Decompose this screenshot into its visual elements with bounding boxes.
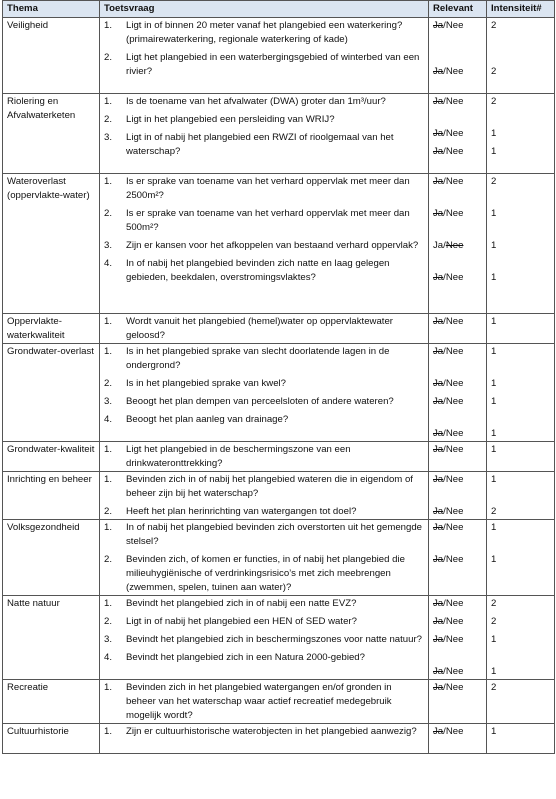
answer-ja: Ja [433, 272, 444, 283]
thema-cell: Natte natuur [3, 596, 100, 680]
thema-cell: Oppervlakte-waterkwaliteit [3, 314, 100, 344]
relevant-cell [429, 596, 487, 680]
answer-ja: Ja [433, 666, 444, 677]
question-text: Zijn er kansen voor het afkoppelen van bestaand verhard oppervlak? [126, 240, 419, 251]
answer-nee: Nee [445, 316, 464, 327]
question-number: 2. [104, 506, 113, 517]
thema-cell: Cultuurhistorie [3, 724, 100, 754]
answer-ja: Ja [433, 554, 444, 565]
answer-ja: Ja [433, 522, 444, 533]
relevant-answer [433, 427, 482, 441]
question-text: Ligt in het plangebied een persleiding van WRIJ? [126, 114, 335, 125]
intensity-value: 1 [491, 554, 497, 565]
question-item [104, 51, 424, 79]
question-item [104, 377, 424, 391]
answer-separator: / [443, 316, 446, 327]
relevant-answer [433, 681, 482, 723]
intensity-value: 1 [491, 240, 497, 251]
relevant-answer [433, 553, 482, 595]
answer-ja: Ja [433, 240, 444, 251]
question-number: 1. [104, 96, 113, 107]
thema-cell: Riolering en Afvalwaterketen [3, 94, 100, 174]
intensity-value: 2 [491, 176, 497, 187]
intensity-value: 1 [491, 726, 497, 737]
intensiteit-cell [487, 596, 555, 680]
question-number: 1. [104, 176, 113, 187]
table-row [3, 344, 555, 442]
intensity-value: 2 [491, 20, 497, 31]
answer-ja: Ja [433, 176, 444, 187]
question-number: 2. [104, 114, 113, 125]
answer-separator: / [443, 634, 446, 645]
table-row [3, 724, 555, 754]
intensity-value: 1 [491, 346, 497, 357]
answer-nee: Nee [445, 146, 464, 157]
answer-separator: / [443, 428, 446, 439]
question-text: Beoogt het plan aanleg van drainage? [126, 414, 289, 425]
relevant-answer [433, 633, 482, 661]
thema-cell: Volksgezondheid [3, 520, 100, 596]
question-number: 3. [104, 634, 113, 645]
relevant-answer [433, 315, 482, 343]
question-text: Is de toename van het afvalwater (DWA) groter dan 1m³/uur? [126, 96, 386, 107]
question-number: 2. [104, 554, 113, 565]
question-text: Ligt het plangebied in een waterbergingsgebied of winterbed van een rivier? [126, 52, 420, 77]
relevant-answer [433, 395, 482, 423]
relevant-cell [429, 174, 487, 314]
intensiteit-cell [487, 344, 555, 442]
question-number: 2. [104, 52, 113, 63]
answer-nee: Nee [445, 444, 464, 455]
question-number: 2. [104, 616, 113, 627]
intensity-value: 1 [491, 666, 497, 677]
answer-separator: / [443, 128, 446, 139]
table-row [3, 472, 555, 520]
intensiteit-cell [487, 680, 555, 724]
answer-separator: / [443, 96, 446, 107]
answer-ja: Ja [433, 346, 444, 357]
table-row [3, 680, 555, 724]
question-item [104, 207, 424, 235]
answer-separator: / [443, 666, 446, 677]
question-number: 3. [104, 240, 113, 251]
intensiteit-cell [487, 314, 555, 344]
answer-ja: Ja [433, 506, 444, 517]
answer-nee: Nee [445, 240, 464, 251]
answer-ja: Ja [433, 96, 444, 107]
relevant-answer [433, 443, 482, 471]
thema-cell: Recreatie [3, 680, 100, 724]
thema-cell: Inrichting en beheer [3, 472, 100, 520]
answer-ja: Ja [433, 20, 444, 31]
answer-ja: Ja [433, 128, 444, 139]
table-row [3, 314, 555, 344]
answer-ja: Ja [433, 474, 444, 485]
answer-separator: / [443, 66, 446, 77]
question-item [104, 633, 424, 647]
intensity-value: 1 [491, 474, 497, 485]
relevant-answer [433, 175, 482, 203]
question-text: Bevindt het plangebied zich in of nabij een natte EVZ? [126, 598, 357, 609]
relevant-cell [429, 724, 487, 754]
relevant-answer [433, 207, 482, 235]
toetsvraag-cell [100, 314, 429, 344]
intensiteit-cell [487, 442, 555, 472]
relevant-cell [429, 442, 487, 472]
answer-separator: / [443, 682, 446, 693]
question-item [104, 651, 424, 665]
question-number: 1. [104, 346, 113, 357]
question-number: 1. [104, 682, 113, 693]
question-text: Is er sprake van toename van het verhard oppervlak met meer dan 500m²? [126, 208, 410, 233]
header-toetsvraag: Toetsvraag [100, 1, 429, 18]
question-item [104, 345, 424, 373]
relevant-answer [433, 521, 482, 549]
question-text: Wordt vanuit het plangebied (hemel)water op oppervlaktewater geloosd? [126, 316, 393, 341]
toetsvraag-cell [100, 174, 429, 314]
relevant-answer [433, 615, 482, 629]
answer-separator: / [443, 240, 446, 251]
question-number: 1. [104, 444, 113, 455]
toetsvraag-cell [100, 596, 429, 680]
question-number: 3. [104, 132, 113, 143]
question-text: Bevindt het plangebied zich in een Natura 2000-gebied? [126, 652, 365, 663]
answer-nee: Nee [445, 346, 464, 357]
question-text: Ligt het plangebied in de beschermingszone van een drinkwateronttrekking? [126, 444, 351, 469]
relevant-answer [433, 145, 482, 173]
relevant-answer [433, 271, 482, 313]
relevant-answer [433, 65, 482, 93]
question-number: 4. [104, 652, 113, 663]
question-number: 4. [104, 258, 113, 269]
intensity-value: 2 [491, 96, 497, 107]
intensity-value: 2 [491, 682, 497, 693]
question-text: Is in het plangebied sprake van slecht doorlatende lagen in de ondergrond? [126, 346, 390, 371]
intensity-value: 2 [491, 598, 497, 609]
table-body [3, 18, 555, 754]
question-number: 4. [104, 414, 113, 425]
intensity-value: 1 [491, 522, 497, 533]
relevant-cell [429, 94, 487, 174]
intensity-value: 2 [491, 66, 497, 77]
relevant-answer [433, 19, 482, 61]
header-row [3, 1, 555, 18]
answer-nee: Nee [445, 598, 464, 609]
relevant-answer [433, 505, 482, 519]
question-text: Heeft het plan herinrichting van watergangen tot doel? [126, 506, 357, 517]
answer-ja: Ja [433, 66, 444, 77]
answer-nee: Nee [445, 522, 464, 533]
table-row [3, 94, 555, 174]
question-item [104, 257, 424, 285]
question-item [104, 473, 424, 501]
header-relevant: Relevant [429, 1, 487, 18]
answer-nee: Nee [445, 208, 464, 219]
relevant-cell [429, 344, 487, 442]
question-number: 3. [104, 396, 113, 407]
answer-nee: Nee [445, 554, 464, 565]
toetsvraag-cell [100, 344, 429, 442]
relevant-answer [433, 239, 482, 267]
question-text: In of nabij het plangebied bevinden zich natte en laag gelegen gebieden, beekdalen, overstromingsvlaktes? [126, 258, 390, 283]
relevant-cell [429, 680, 487, 724]
question-text: Is er sprake van toename van het verhard oppervlak met meer dan 2500m²? [126, 176, 410, 201]
answer-ja: Ja [433, 378, 444, 389]
table-row [3, 596, 555, 680]
question-item [104, 521, 424, 549]
intensiteit-cell [487, 472, 555, 520]
relevant-answer [433, 345, 482, 373]
toetsvraag-cell [100, 94, 429, 174]
relevant-answer [433, 665, 482, 679]
intensity-value: 1 [491, 208, 497, 219]
intensiteit-cell [487, 174, 555, 314]
intensity-value: 1 [491, 128, 497, 139]
question-text: Ligt in of nabij het plangebied een RWZI of rioolgemaal van het waterschap? [126, 132, 394, 157]
toetsvraag-cell [100, 472, 429, 520]
question-item [104, 131, 424, 159]
table-row [3, 174, 555, 314]
question-item [104, 553, 424, 595]
intensiteit-cell [487, 724, 555, 754]
intensiteit-cell [487, 18, 555, 94]
answer-nee: Nee [445, 474, 464, 485]
answer-ja: Ja [433, 316, 444, 327]
answer-ja: Ja [433, 428, 444, 439]
question-item [104, 113, 424, 127]
answer-ja: Ja [433, 146, 444, 157]
answer-separator: / [443, 176, 446, 187]
question-item [104, 239, 424, 253]
question-number: 1. [104, 522, 113, 533]
question-number: 1. [104, 726, 113, 737]
question-text: Ligt in of nabij het plangebied een HEN of SED water? [126, 616, 357, 627]
answer-nee: Nee [445, 66, 464, 77]
question-item [104, 19, 424, 47]
question-number: 2. [104, 208, 113, 219]
question-text: Beoogt het plan dempen van perceelsloten of andere wateren? [126, 396, 394, 407]
intensity-value: 1 [491, 634, 497, 645]
thema-cell: Wateroverlast (oppervlakte-water) [3, 174, 100, 314]
answer-separator: / [443, 396, 446, 407]
toetsvraag-cell [100, 442, 429, 472]
answer-separator: / [443, 506, 446, 517]
question-text: Bevindt het plangebied zich in beschermingszones voor natte natuur? [126, 634, 422, 645]
intensity-value: 1 [491, 378, 497, 389]
intensity-value: 1 [491, 444, 497, 455]
answer-separator: / [443, 272, 446, 283]
answer-ja: Ja [433, 396, 444, 407]
answer-separator: / [443, 378, 446, 389]
question-item [104, 315, 424, 343]
thema-cell: Grondwater-kwaliteit [3, 442, 100, 472]
question-item [104, 95, 424, 109]
answer-separator: / [443, 598, 446, 609]
question-text: Zijn er cultuurhistorische waterobjecten in het plangebied aanwezig? [126, 726, 417, 737]
question-item [104, 615, 424, 629]
answer-nee: Nee [445, 96, 464, 107]
answer-ja: Ja [433, 682, 444, 693]
answer-nee: Nee [445, 428, 464, 439]
answer-separator: / [443, 444, 446, 455]
toetsvraag-cell [100, 724, 429, 754]
intensiteit-cell [487, 520, 555, 596]
answer-separator: / [443, 474, 446, 485]
relevant-answer [433, 597, 482, 611]
answer-nee: Nee [445, 176, 464, 187]
table-row [3, 18, 555, 94]
answer-ja: Ja [433, 444, 444, 455]
relevant-cell [429, 520, 487, 596]
answer-nee: Nee [445, 396, 464, 407]
question-number: 1. [104, 474, 113, 485]
question-number: 1. [104, 20, 113, 31]
relevant-cell [429, 18, 487, 94]
question-item [104, 443, 424, 471]
intensity-value: 1 [491, 146, 497, 157]
question-item [104, 505, 424, 519]
answer-nee: Nee [445, 378, 464, 389]
answer-separator: / [443, 146, 446, 157]
answer-nee: Nee [445, 634, 464, 645]
relevant-cell [429, 472, 487, 520]
thema-cell: Veiligheid [3, 18, 100, 94]
answer-nee: Nee [445, 726, 464, 737]
question-item [104, 725, 424, 739]
relevant-answer [433, 95, 482, 123]
intensiteit-cell [487, 94, 555, 174]
question-number: 2. [104, 378, 113, 389]
relevant-answer [433, 725, 482, 753]
relevant-answer [433, 473, 482, 501]
question-text: Bevinden zich in het plangebied watergangen en/of gronden in beheer van het waterschap waar actief recreatief medegebruik mogelijk wordt? [126, 682, 392, 721]
answer-nee: Nee [445, 666, 464, 677]
question-item [104, 681, 424, 723]
table-row [3, 520, 555, 596]
header-thema: Thema [3, 1, 100, 18]
header-intensiteit: Intensiteit# [487, 1, 555, 18]
answer-separator: / [443, 208, 446, 219]
toetsvraag-cell [100, 680, 429, 724]
answer-nee: Nee [445, 272, 464, 283]
answer-nee: Nee [445, 20, 464, 31]
answer-ja: Ja [433, 598, 444, 609]
relevant-cell [429, 314, 487, 344]
answer-ja: Ja [433, 726, 444, 737]
answer-separator: / [443, 616, 446, 627]
answer-separator: / [443, 554, 446, 565]
intensity-value: 2 [491, 616, 497, 627]
answer-ja: Ja [433, 634, 444, 645]
intensity-value: 2 [491, 506, 497, 517]
answer-ja: Ja [433, 208, 444, 219]
answer-nee: Nee [445, 128, 464, 139]
answer-separator: / [443, 346, 446, 357]
question-text: Bevinden zich, of komen er functies, in of nabij het plangebied die milieuhygiënische of verdrinkingsrisico’s met zich meebrengen (zwemmen, spelen, tuinen aan water)? [126, 554, 405, 593]
answer-separator: / [443, 20, 446, 31]
question-item [104, 175, 424, 203]
intensity-value: 1 [491, 396, 497, 407]
intensity-value: 1 [491, 272, 497, 283]
answer-nee: Nee [445, 506, 464, 517]
thema-cell: Grondwater-overlast [3, 344, 100, 442]
question-item [104, 597, 424, 611]
intensity-value: 1 [491, 428, 497, 439]
toetsvraag-cell [100, 520, 429, 596]
intensity-value: 1 [491, 316, 497, 327]
question-number: 1. [104, 316, 113, 327]
answer-ja: Ja [433, 616, 444, 627]
answer-separator: / [443, 522, 446, 533]
question-text: Ligt in of binnen 20 meter vanaf het plangebied een waterkering? (primairewaterkering, regionale waterkering of kade) [126, 20, 403, 45]
question-item [104, 395, 424, 409]
question-item [104, 413, 424, 427]
question-number: 1. [104, 598, 113, 609]
question-text: Bevinden zich in of nabij het plangebied wateren die in eigendom of beheer zijn bij het waterschap? [126, 474, 413, 499]
answer-separator: / [443, 726, 446, 737]
toetsvragen-table [2, 0, 555, 754]
relevant-answer [433, 377, 482, 391]
answer-nee: Nee [445, 616, 464, 627]
question-text: Is in het plangebied sprake van kwel? [126, 378, 286, 389]
relevant-answer [433, 127, 482, 141]
answer-nee: Nee [445, 682, 464, 693]
toetsvraag-cell [100, 18, 429, 94]
question-text: In of nabij het plangebied bevinden zich overstorten uit het gemengde stelsel? [126, 522, 423, 547]
table-row [3, 442, 555, 472]
